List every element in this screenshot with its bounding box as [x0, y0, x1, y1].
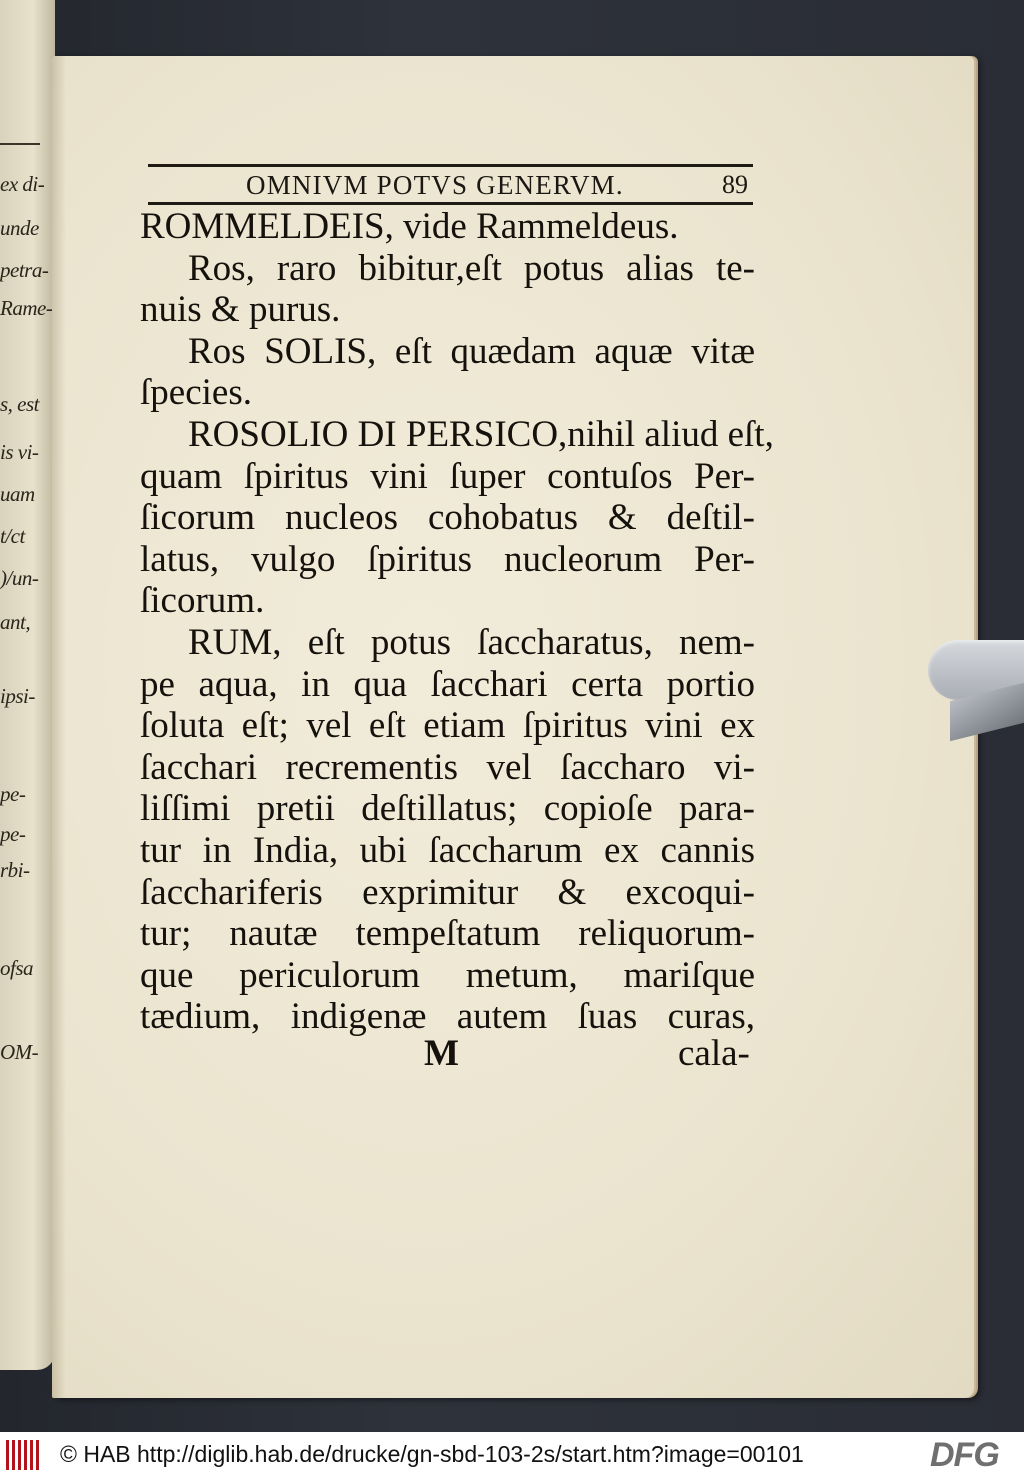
- text-line: tædium, indigenæ autem ſuas curas,: [140, 996, 755, 1038]
- facing-page-text: )/un-: [0, 566, 39, 590]
- text-line: latus, vulgo ſpiritus nucleorum Per-: [140, 538, 755, 580]
- text-line: ſacchari recrementis vel ſaccharo vi-: [140, 746, 755, 788]
- facing-page-rule: [0, 143, 40, 145]
- facing-page-text: t/ct: [0, 524, 25, 548]
- text-line: pe aqua, in qua ſacchari certa portio: [140, 663, 755, 705]
- text-line: ROMMELDEIS, vide Rammeldeus.: [140, 206, 679, 247]
- hab-red-bars-icon: [6, 1440, 44, 1470]
- facing-page-edge: [0, 0, 55, 1370]
- facing-page-text: ofsa: [0, 956, 34, 980]
- facing-page-text: s, est: [0, 392, 39, 416]
- dfg-logo: DFG: [930, 1436, 999, 1474]
- text-line: ſicorum.: [140, 580, 265, 622]
- text-line: ſicorum nucleos cohobatus & deſtil-: [140, 497, 755, 539]
- text-line: ſacchariferis exprimitur & excoqui-: [140, 871, 755, 913]
- running-title: OMNIVM POTVS GENERVM.: [246, 170, 624, 200]
- text-line: quam ſpiritus vini ſuper contuſos Per-: [140, 455, 755, 497]
- facing-page-text: uam: [0, 482, 35, 506]
- text-line: ſoluta eſt; vel eſt etiam ſpiritus vini ex: [140, 705, 755, 747]
- text-line: Ros SOLIS, eſt quædam aquæ vitæ: [188, 330, 755, 372]
- signature-mark: M: [424, 1033, 459, 1074]
- text-line: Ros, raro bibitur,eſt potus alias te-: [188, 247, 755, 289]
- text-line: RUM, eſt potus ſaccharatus, nem-: [188, 621, 755, 663]
- running-header: [148, 164, 753, 208]
- facing-page-text: rbi-: [0, 858, 30, 882]
- text-line: que periculorum metum, mariſque: [140, 954, 755, 996]
- facing-page-text: petra-: [0, 258, 49, 282]
- facing-page-text: ex di-: [0, 172, 45, 196]
- header-rule-bottom: [148, 202, 753, 205]
- footer-bar: [0, 1432, 1024, 1477]
- facing-page-text: ipsi-: [0, 684, 35, 708]
- facing-page-text: Rame-: [0, 296, 53, 320]
- text-line: ROSOLIO DI PERSICO,nihil aliud eſt,: [188, 413, 774, 455]
- facing-page-text: pe-: [0, 822, 26, 846]
- facing-page-text: unde: [0, 216, 39, 240]
- facing-page-text: ant,: [0, 610, 31, 634]
- page-number: 89: [722, 170, 748, 199]
- text-line: tur in India, ubi ſaccharum ex cannis: [140, 829, 755, 871]
- page-body: [140, 206, 774, 1038]
- facing-page-text: OM-: [0, 1040, 39, 1064]
- header-rule-top: [148, 164, 753, 167]
- text-line: tur; nautæ tempeſtatum reliquorum-: [140, 913, 755, 955]
- catchword: cala-: [678, 1033, 750, 1074]
- text-line: nuis & purus.: [140, 289, 341, 331]
- source-credit-link[interactable]: © HAB http://diglib.hab.de/drucke/gn-sbd-103-2s/start.htm?image=00101: [60, 1441, 804, 1467]
- facing-page-text: is vi-: [0, 440, 39, 464]
- text-line: ſpecies.: [140, 372, 252, 414]
- page-gutter-shadow: [52, 56, 66, 1398]
- facing-page-text: pe-: [0, 782, 26, 806]
- text-line: liſſimi pretii deſtillatus; copioſe para-: [140, 788, 755, 830]
